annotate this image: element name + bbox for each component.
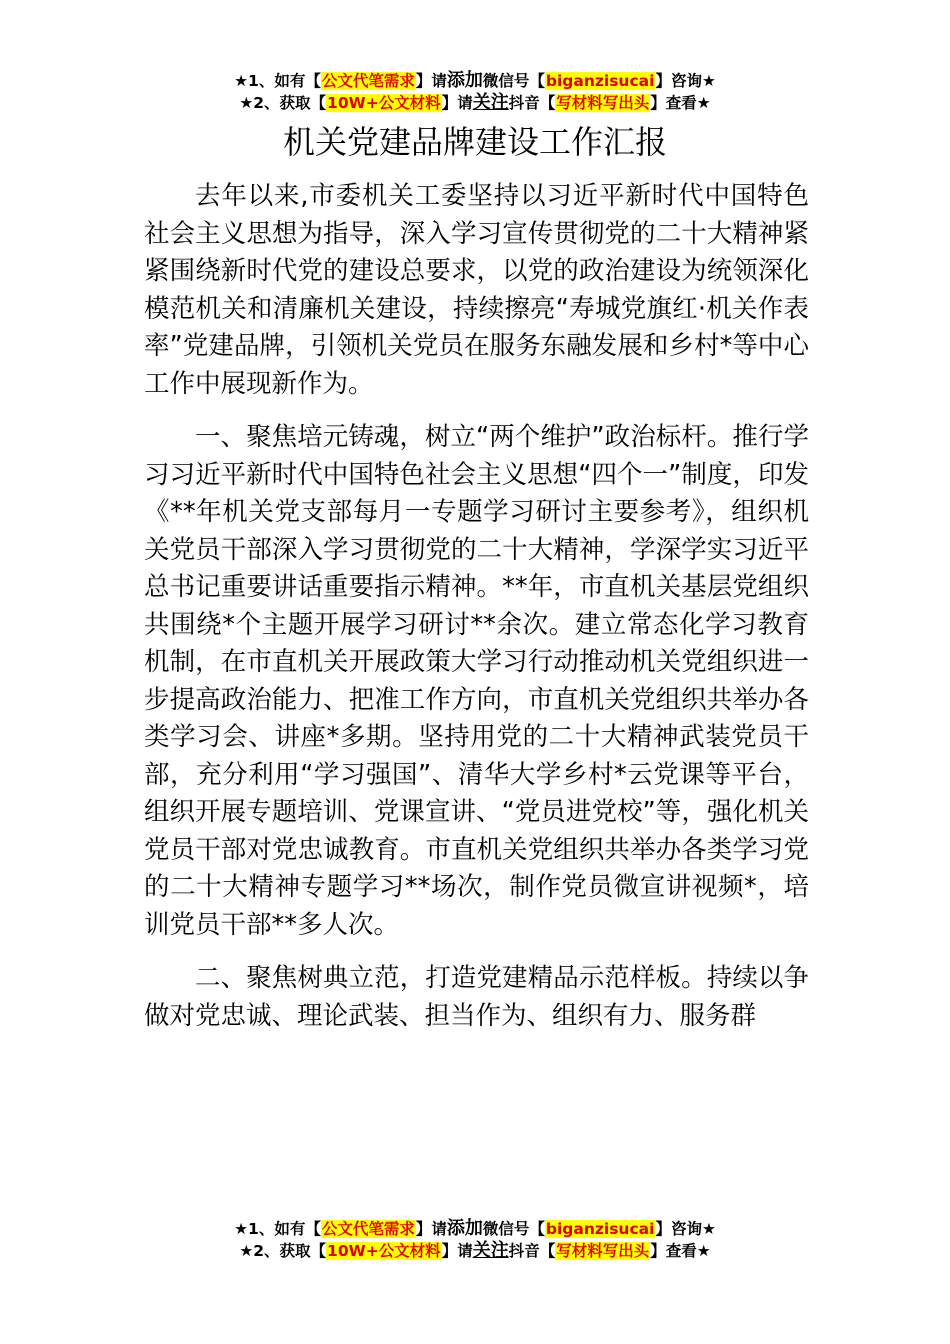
banner-text: 】请 [441,94,473,112]
paragraph-intro: 去年以来,市委机关工委坚持以习近平新时代中国特色社会主义思想为指导，深入学习宣传贯彻党的二十大精神紧紧围绕新时代党的建设总要求，以党的政治建设为统领深化模范机关和清廉机关建设，持续擦亮“寿城党旗红·机关作表率”党建品牌，引领机关党员在服务东融发展和乡村*等中心工作中展现新作为。 [144,181,809,399]
banner-text: 2、获取【 [253,94,327,112]
banner-text: 1、如有【 [248,1220,321,1238]
banner-text: 】咨询 [655,72,702,90]
banner-emphasis: 关注 [472,1240,509,1261]
banner-text: 】查看 [650,94,697,112]
banner-text: 抖音【 [508,1242,556,1260]
wechat-id-highlight: biganzisucai [545,72,655,90]
banner-text: 2、获取【 [253,1242,327,1260]
banner-text: 微信号【 [482,72,545,90]
banner-text: 】咨询 [655,1220,702,1238]
star-icon: ★ [696,94,711,112]
star-icon: ★ [701,1220,716,1238]
banner-text: 】请 [415,72,447,90]
document-body [144,178,809,1051]
banner-highlight: 公文代笔需求 [321,72,415,90]
banner-line-2 [0,1240,950,1262]
banner-text: 】查看 [650,1242,697,1260]
banner-text: 微信号【 [482,1220,545,1238]
douyin-id-highlight: 写材料写出头 [556,1242,650,1260]
banner-line-1 [0,1218,950,1240]
banner-emphasis: 添加 [446,1218,483,1239]
banner-text: 抖音【 [508,94,556,112]
star-icon: ★ [234,72,249,90]
banner-emphasis: 添加 [446,70,483,91]
banner-highlight: 公文代笔需求 [321,1220,415,1238]
star-icon: ★ [701,72,716,90]
banner-highlight: 10W+公文材料 [327,1242,441,1260]
wechat-id-highlight: biganzisucai [545,1220,655,1238]
banner-line-1 [0,70,950,92]
banner-text: 】请 [415,1220,447,1238]
header-banner [0,70,950,114]
banner-emphasis: 关注 [472,92,509,113]
banner-text: 1、如有【 [248,72,321,90]
banner-text: 】请 [441,1242,473,1260]
document-title: 机关党建品牌建设工作汇报 [282,123,667,161]
star-icon: ★ [696,1242,711,1260]
footer-banner [0,1218,950,1262]
star-icon: ★ [239,1242,254,1260]
star-icon: ★ [239,94,254,112]
star-icon: ★ [234,1220,249,1238]
paragraph-section-1: 一、聚焦培元铸魂，树立“两个维护”政治标杆。推行学习习近平新时代中国特色社会主义思想“四个一”制度，印发《**年机关党支部每月一专题学习研讨主要参考》，组织机关党员干部深入学习贯彻党的二十大精神，学深学实习近平总书记重要讲话重要指示精神。**年，市直机关基层党组织共围绕*个主题开展学习研讨**余次。建立常态化学习教育机制，在市直机关开展政策大学习行动推动机关党组织进一步提高政治能力、把准工作方向，市直机关党组织共举办各类学习会、讲座*多期。坚持用党的二十大精神武装党员干部，充分利用“学习强国”、清华大学乡村*云党课等平台，组织开展专题培训、党课宣讲、“党员进党校”等，强化机关党员干部对党忠诚教育。市直机关党组织共举办各类学习党的二十大精神专题学习**场次，制作党员微宣讲视频*，培训党员干部**多人次。 [144,422,809,940]
banner-line-2 [0,92,950,114]
paragraph-section-2: 二、聚焦树典立范，打造党建精品示范样板。持续以争做对党忠诚、理论武装、担当作为、组织有力、服务群 [144,963,809,1031]
douyin-id-highlight: 写材料写出头 [556,94,650,112]
banner-highlight: 10W+公文材料 [327,94,441,112]
